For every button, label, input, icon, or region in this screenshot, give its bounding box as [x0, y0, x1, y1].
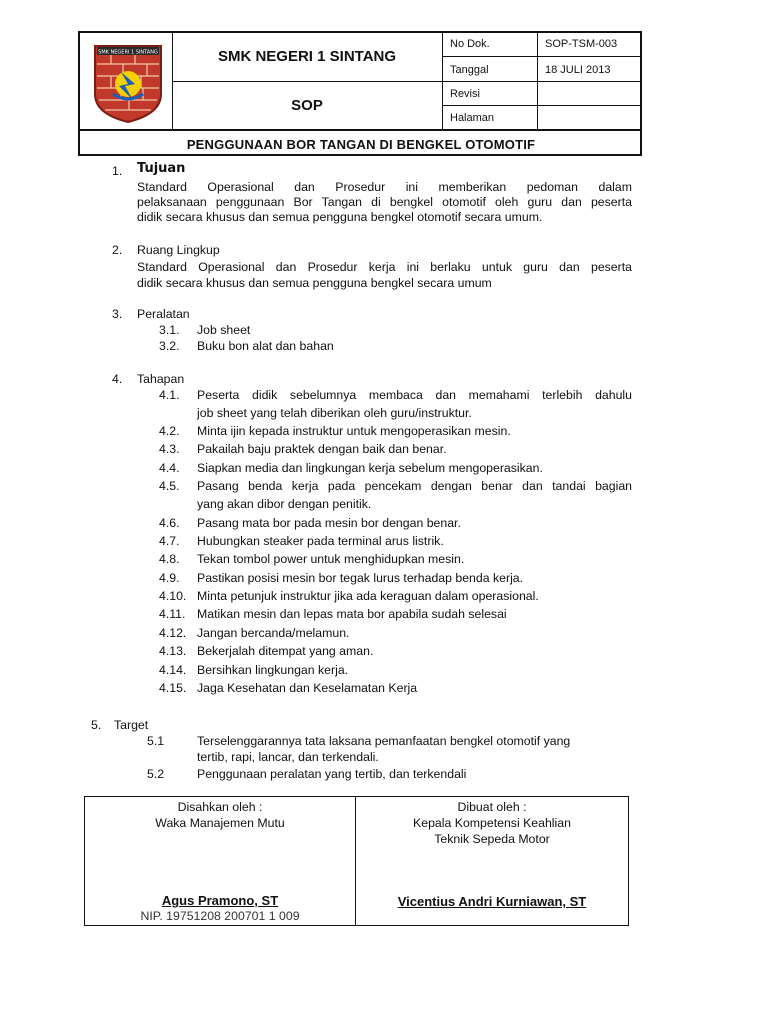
list-item: Jaga Kesehatan dan Keselamatan Kerja	[197, 681, 418, 695]
signature-table	[84, 796, 629, 926]
list-item: Hubungkan steaker pada terminal arus listrik.	[197, 534, 444, 548]
list-item: Tekan tombol power untuk menghidupkan mesin.	[197, 552, 465, 566]
list-item-number: 4.10.	[159, 589, 187, 603]
list-item-number: 4.1.	[159, 388, 180, 402]
list-item-number: 4.4.	[159, 461, 180, 475]
section-3-number: 3.	[112, 307, 123, 321]
list-item-number: 4.3.	[159, 442, 180, 456]
section-4-title: Tahapan	[137, 372, 185, 386]
signature-left-head: Disahkan oleh :	[177, 800, 263, 814]
list-item: Pakailah baju praktek dengan baik dan benar.	[197, 442, 447, 456]
list-item: Buku bon alat dan bahan	[197, 339, 334, 353]
list-item-number: 4.9.	[159, 571, 180, 585]
list-item: Peserta didik sebelumnya membaca dan memahami terlebih dahulu	[197, 388, 632, 402]
list-item: Bersihkan lingkungan kerja.	[197, 663, 349, 677]
list-item-number: 4.11.	[159, 607, 186, 621]
signature-left-nip: NIP. 19751208 200701 1 009	[140, 909, 300, 923]
signature-left	[85, 797, 355, 925]
signature-right	[356, 797, 628, 925]
signature-right-role: Kepala Kompetensi Keahlian	[413, 816, 571, 830]
svg-text:SMK NEGERI 1 SINTANG: SMK NEGERI 1 SINTANG	[98, 49, 158, 56]
section-1-line-1: Standard Operasional dan Prosedur ini memberikan pedoman dalam	[137, 180, 632, 194]
list-item-number: 3.2.	[159, 339, 180, 353]
signature-right-head: Dibuat oleh :	[457, 800, 527, 814]
meta-value-tanggal: 18 JULI 2013	[545, 64, 611, 76]
meta-label-halaman: Halaman	[450, 112, 495, 124]
list-item-number: 4.13.	[159, 644, 187, 658]
list-item-number: 3.1.	[159, 323, 180, 337]
section-1-title: Tujuan	[137, 161, 186, 176]
section-1-number: 1.	[112, 164, 123, 178]
section-2-number: 2.	[112, 243, 123, 257]
section-5-title: Target	[114, 718, 149, 732]
list-item: Minta ijin kepada instruktur untuk mengoperasikan mesin.	[197, 424, 511, 438]
list-item-continuation: tertib, rapi, lancar, dan terkendali.	[197, 750, 379, 764]
list-item-number: 4.6.	[159, 516, 180, 530]
section-2-line-1: Standard Operasional dan Prosedur kerja ini berlaku untuk guru dan peserta	[137, 260, 632, 274]
list-item-continuation: yang akan dibor dengan penitik.	[197, 497, 372, 511]
list-item: Job sheet	[197, 323, 251, 337]
list-item: Pasang benda kerja pada pencekam dengan benar dan tandai bagian	[197, 479, 632, 493]
meta-value-nodok: SOP-TSM-003	[545, 38, 618, 50]
signature-right-role-2: Teknik Sepeda Motor	[434, 832, 550, 846]
list-item-number: 5.2	[147, 767, 165, 781]
meta-label-nodok: No Dok.	[450, 38, 490, 50]
list-item: Penggunaan peralatan yang tertib, dan terkendali	[197, 767, 467, 781]
section-1-line-2: pelaksanaan penggunaan Bor Tangan di bengkel otomotif oleh guru dan peserta	[137, 195, 632, 209]
list-item-number: 4.5.	[159, 479, 180, 493]
signature-left-role: Waka Manajemen Mutu	[155, 816, 285, 830]
list-item: Jangan bercanda/melamun.	[197, 626, 350, 640]
signature-left-name: Agus Pramono, ST	[161, 893, 279, 908]
signature-right-name: Vicentius Andri Kurniawan, ST	[397, 894, 587, 909]
list-item-number: 4.2.	[159, 424, 180, 438]
list-item: Siapkan media dan lingkungan kerja sebelum mengoperasikan.	[197, 461, 543, 475]
list-item-number: 4.8.	[159, 552, 180, 566]
section-2-line-2: didik secara khusus dan semua pengguna bengkel secara umum	[137, 276, 492, 290]
list-item: Matikan mesin dan lepas mata bor apabila sudah selesai	[197, 607, 507, 621]
section-4-number: 4.	[112, 372, 123, 386]
list-item-number: 5.1	[147, 734, 165, 748]
list-item: Minta petunjuk instruktur jika ada keraguan dalam operasional.	[197, 589, 539, 603]
list-item: Pasang mata bor pada mesin bor dengan benar.	[197, 516, 461, 530]
list-item: Pastikan posisi mesin bor tegak lurus terhadap benda kerja.	[197, 571, 524, 585]
list-item: Bekerjalah ditempat yang aman.	[197, 644, 374, 658]
section-2-title: Ruang Lingkup	[137, 243, 220, 257]
list-item: Terselenggarannya tata laksana pemanfaatan bengkel otomotif yang	[197, 734, 571, 748]
meta-label-revisi: Revisi	[450, 88, 480, 100]
list-item-continuation: job sheet yang telah diberikan oleh guru/instruktur.	[197, 406, 472, 420]
document-title: PENGGUNAAN BOR TANGAN DI BENGKEL OTOMOTIF	[186, 137, 536, 152]
school-logo	[91, 42, 165, 129]
list-item-number: 4.12.	[159, 626, 187, 640]
doc-type: SOP	[291, 97, 323, 114]
section-3-title: Peralatan	[137, 307, 190, 321]
list-item-number: 4.15.	[159, 681, 187, 695]
section-5-number: 5.	[91, 718, 102, 732]
document-header	[78, 31, 642, 156]
list-item-number: 4.14.	[159, 663, 187, 677]
section-1-line-3: didik secara khusus dan semua pengguna bengkel otomotif secara umum.	[137, 210, 543, 224]
meta-label-tanggal: Tanggal	[450, 64, 489, 76]
school-name: SMK NEGERI 1 SINTANG	[217, 48, 397, 65]
list-item-number: 4.7.	[159, 534, 180, 548]
